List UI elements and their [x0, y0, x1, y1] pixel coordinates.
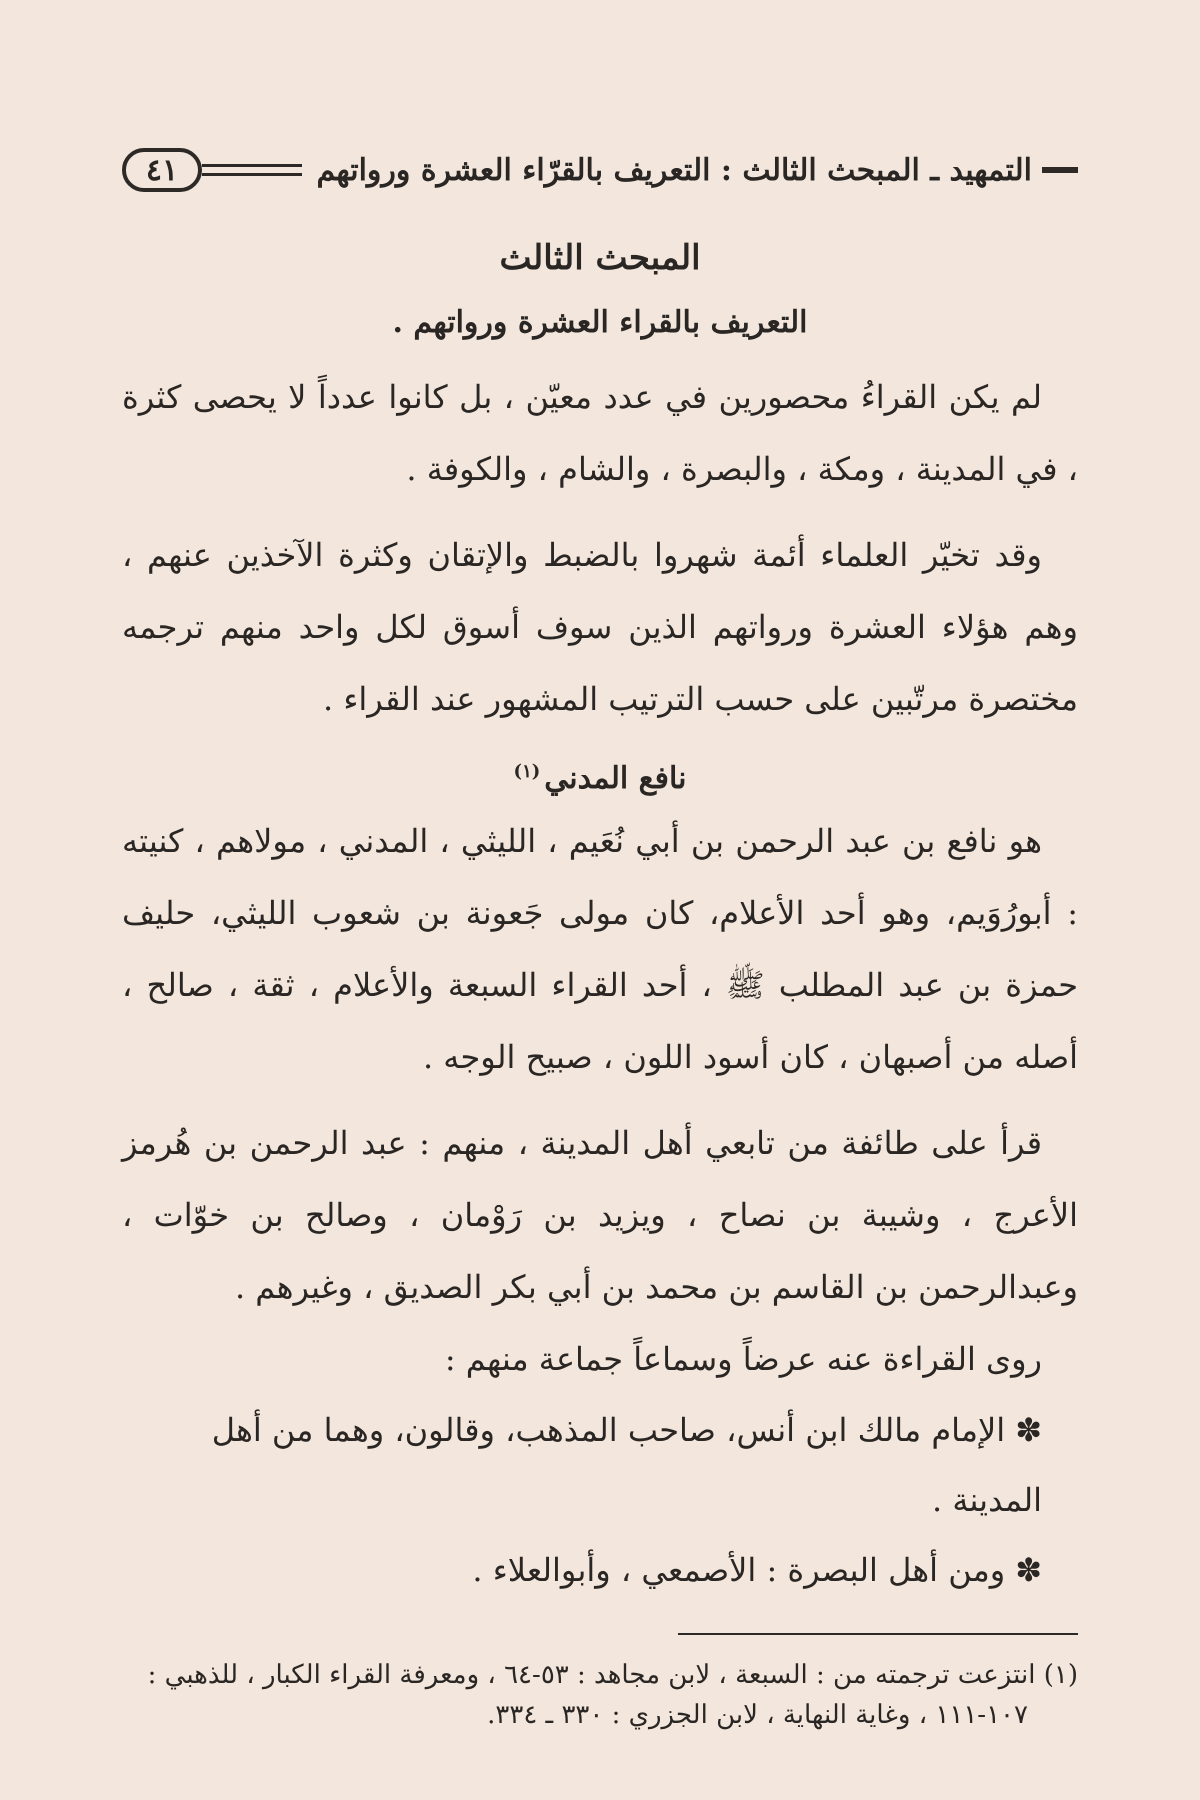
list-item-text: ومن أهل البصرة : الأصمعي ، وأبوالعلاء .: [472, 1550, 1006, 1589]
footnote-marker: (١): [513, 760, 541, 782]
section-subtitle: التعريف بالقراء العشرة ورواتهم .: [392, 304, 808, 340]
biography-paragraph-1: هو نافع بن عبد الرحمن بن أبي نُعَيم ، الليثي ، المدني ، مولاهم ، كنيته : أبورُوَيم، وهو أحد الأعلام، كان مولى جَعونة بن شعوب الليثي، حليف حمزة بن عبد المطلب ﷺ ، أحد القراء السبعة والأعلام ، ثقة ، صالح ، أصله من أصبهان ، كان أسود اللون ، صبيح الوجه .: [122, 821, 1078, 1076]
section-title: المبحث الثالث: [499, 238, 701, 278]
list-item-text: الإمام مالك ابن أنس، صاحب المذهب، وقالون، وهما من أهل المدينة .: [211, 1410, 1042, 1519]
header-dash-ornament: [1042, 167, 1078, 173]
biography-heading: [122, 761, 1078, 797]
page-number: ٤١: [122, 148, 202, 192]
list-item: [122, 1395, 1078, 1535]
list-item: [122, 1535, 1078, 1605]
running-title: التمهيد ـ المبحث الثالث : التعريف بالقرّاء العشرة ورواتهم: [316, 152, 1032, 188]
asterisk-bullet-icon: ✽: [1015, 1410, 1042, 1449]
header-double-rule: [202, 164, 302, 176]
intro-paragraph-1: لم يكن القراءُ محصورين في عدد معيّن ، بل كانوا عدداً لا يحصى كثرة ، في المدينة ، ومكة ، والبصرة ، والشام ، والكوفة .: [122, 377, 1078, 488]
footnote-line-2: ١٠٧-١١١ ، وغاية النهاية ، لابن الجزري : ٣٣٠ ـ ٣٣٤.: [487, 1699, 1028, 1730]
footnote: [122, 1655, 1078, 1735]
running-header: [122, 140, 1078, 200]
biography-heading-text: نافع المدني: [544, 760, 687, 796]
biography-paragraph-2: قرأ على طائفة من تابعي أهل المدينة ، منهم : عبد الرحمن بن هُرمز الأعرج ، وشيبة بن نصاح ، ويزيد بن رَوْمان ، وصالح بن خوّات ، وعبدالرحمن بن القاسم بن محمد بن أبي بكر الصديق ، وغيرهم .: [122, 1123, 1079, 1306]
intro-paragraph-2: وقد تخيّر العلماء أئمة شهروا بالضبط والإتقان وكثرة الآخذين عنهم ، وهم هؤلاء العشرة ورواتهم الذين سوف أسوق لكل واحد منهم ترجمه مختصرة مرتّبين على حسب الترتيب المشهور عند القراء .: [122, 535, 1079, 718]
footnote-divider: [678, 1633, 1078, 1635]
asterisk-bullet-icon: ✽: [1015, 1550, 1042, 1589]
footnote-line-1: (١) انتزعت ترجمته من : السبعة ، لابن مجاهد : ٥٣-٦٤ ، ومعرفة القراء الكبار ، للذهبي :: [147, 1659, 1078, 1690]
biography-paragraph-3: روى القراءة عنه عرضاً وسماعاً جماعة منهم :: [444, 1339, 1042, 1378]
